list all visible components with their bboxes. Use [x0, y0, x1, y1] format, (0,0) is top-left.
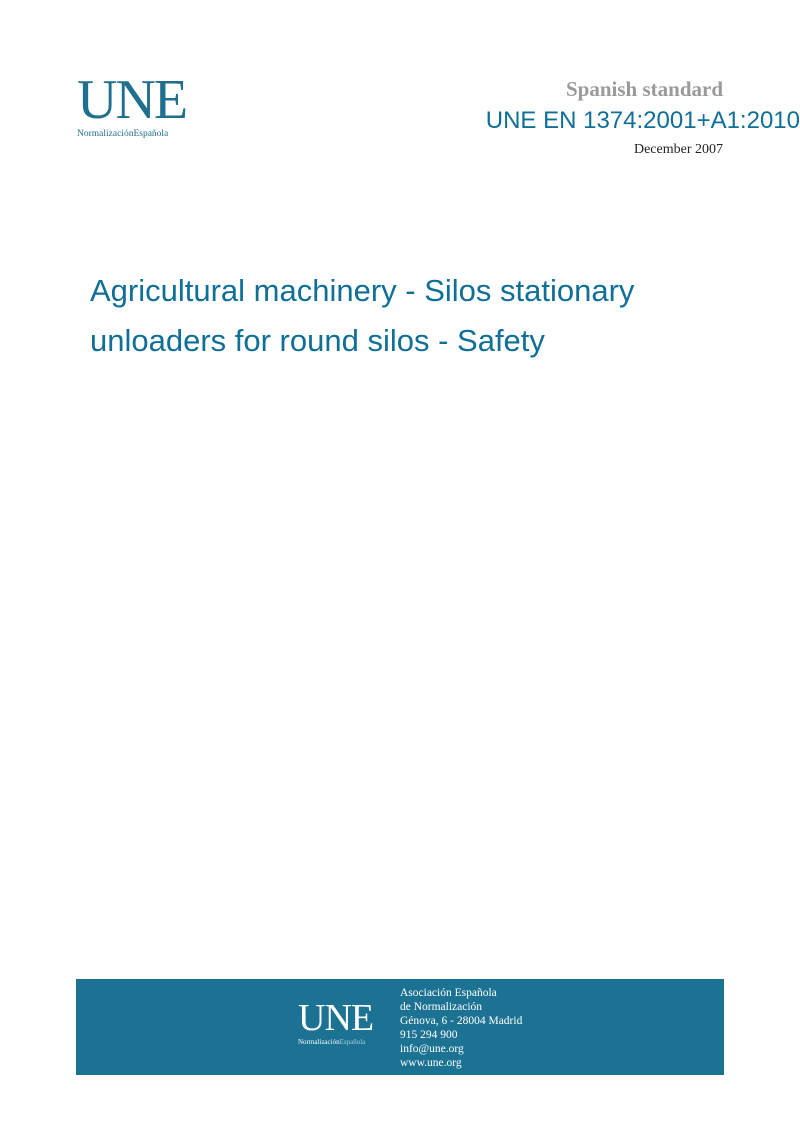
footer-logo-tagline-a: Normalización: [298, 1038, 340, 1046]
footer-org-name-2: de Normalización: [400, 1001, 483, 1013]
une-logo: [77, 69, 207, 146]
logo-tagline-b: Española: [133, 129, 169, 139]
standard-kind: Spanish standard: [566, 77, 723, 101]
logo-mark: UNE: [77, 69, 187, 131]
footer-email: info@une.org: [400, 1043, 464, 1055]
footer-address: Génova, 6 - 28004 Madrid: [400, 1015, 523, 1027]
document-title: Agricultural machinery - Silos stationary unloaders for round silos - Safety: [90, 273, 635, 358]
footer-logo-tagline: [298, 1038, 388, 1046]
footer-org-name: Asociación Española: [400, 987, 497, 999]
logo-tagline: [77, 129, 207, 139]
footer-website: www.une.org: [400, 1057, 462, 1069]
footer-banner: [76, 979, 724, 1075]
footer-logo-mark: UNE: [298, 997, 374, 1039]
logo-tagline-a: Normalización: [77, 129, 134, 139]
footer-logo-tagline-b: Española: [339, 1038, 366, 1046]
standard-date: December 2007: [633, 142, 723, 157]
footer-contact: [400, 986, 522, 1070]
footer-phone: 915 294 900: [400, 1029, 458, 1041]
standard-code: UNE EN 1374:2001+A1:2010: [485, 107, 800, 134]
footer-logo: [298, 997, 388, 1046]
